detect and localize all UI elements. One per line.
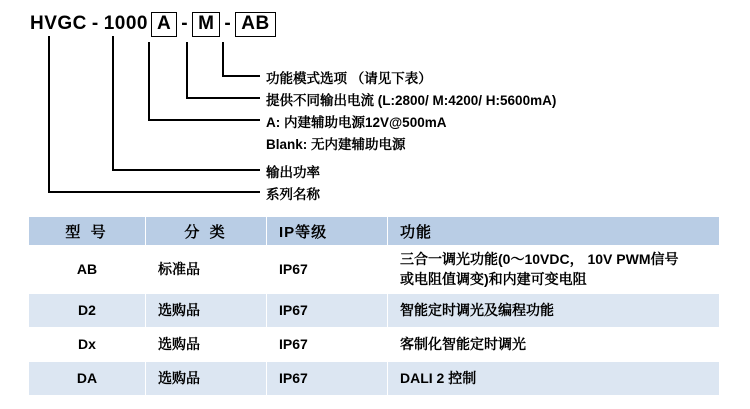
table-header-function: 功能 <box>388 217 720 246</box>
cell-class: 选购品 <box>146 327 267 361</box>
cell-class: 选购品 <box>146 293 267 327</box>
leader-line-power-horizontal <box>112 169 260 171</box>
leader-line-function-horizontal <box>222 75 260 77</box>
leader-line-series-horizontal <box>48 191 260 193</box>
code-part-power: 1000 <box>103 13 149 35</box>
model-code <box>28 12 277 37</box>
code-dash-2: - <box>181 13 189 35</box>
leader-line-power-vertical <box>112 36 114 170</box>
leader-line-current-horizontal <box>186 97 260 99</box>
cell-ip: IP67 <box>267 246 388 294</box>
cell-class: 选购品 <box>146 361 267 395</box>
cell-ip: IP67 <box>267 361 388 395</box>
cell-model: DA <box>29 361 146 395</box>
table-header-model: 型 号 <box>29 217 146 246</box>
table-row <box>29 246 720 294</box>
leader-line-aux-horizontal <box>148 119 260 121</box>
table-header-class: 分 类 <box>146 217 267 246</box>
cell-function-line1: 三合一调光功能(0～10VDC， 10V PWM信号 <box>400 251 679 267</box>
table-row <box>29 361 720 395</box>
cell-function: 客制化智能定时调光 <box>388 327 720 361</box>
code-part-series: HVGC <box>30 13 87 35</box>
cell-model: AB <box>29 246 146 294</box>
annotation-aux-power: A: 内建辅助电源12V@500mA <box>266 115 447 130</box>
cell-model: Dx <box>29 327 146 361</box>
annotation-no-aux-power: Blank: 无内建辅助电源 <box>266 137 406 152</box>
cell-function: 智能定时调光及编程功能 <box>388 293 720 327</box>
code-dash-1: - <box>91 13 99 35</box>
leader-line-current-vertical <box>186 42 188 98</box>
cell-ip: IP67 <box>267 293 388 327</box>
cell-ip: IP67 <box>267 327 388 361</box>
leader-line-aux-vertical <box>148 42 150 120</box>
code-dash-3: - <box>224 13 232 35</box>
annotation-function-mode: 功能模式选项 （请见下表） <box>266 71 432 86</box>
table-header-row <box>29 217 720 246</box>
cell-class: 标准品 <box>146 246 267 294</box>
leader-line-function-vertical <box>222 42 224 76</box>
cell-function: DALI 2 控制 <box>388 361 720 395</box>
code-part-function: AB <box>235 12 275 37</box>
table-row <box>29 293 720 327</box>
code-part-current: M <box>192 12 220 37</box>
annotation-output-power: 输出功率 <box>266 165 320 180</box>
table-row <box>29 327 720 361</box>
function-mode-table <box>28 216 720 396</box>
cell-model: D2 <box>29 293 146 327</box>
cell-function-line2: 或电阻值调变)和内建可变电阻 <box>400 271 587 288</box>
cell-function <box>388 246 720 294</box>
leader-line-series-vertical <box>48 36 50 192</box>
annotation-series-name: 系列名称 <box>266 187 320 202</box>
annotation-output-current: 提供不同输出电流 (L:2800/ M:4200/ H:5600mA) <box>266 93 557 108</box>
table-header-ip: IP等级 <box>267 217 388 246</box>
code-part-aux: A <box>151 12 177 37</box>
